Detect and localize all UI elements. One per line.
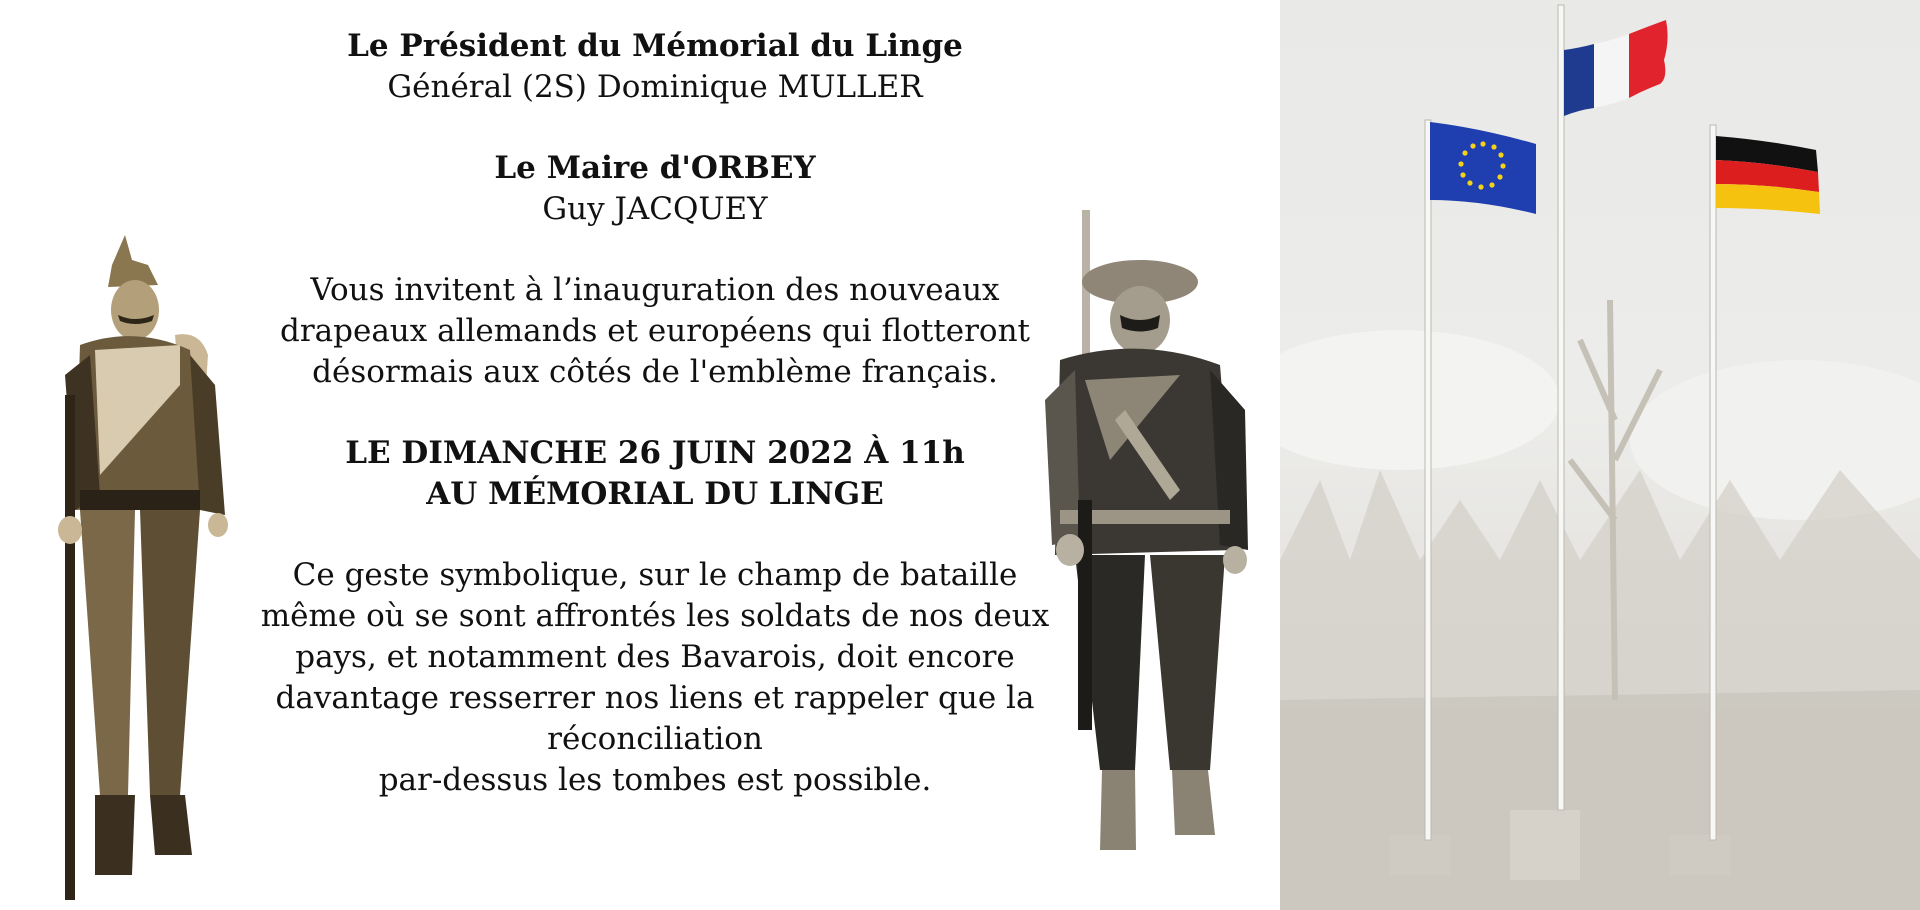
mayor-name: Guy JACQUEY — [542, 191, 768, 227]
closing-line: pays, et notamment des Bavarois, doit encore — [295, 639, 1015, 675]
event-date: LE DIMANCHE 26 JUIN 2022 À 11h — [345, 435, 965, 471]
president-title: Le Président du Mémorial du Linge — [347, 28, 963, 64]
invite-line: désormais aux côtés de l'emblème français. — [312, 354, 998, 390]
french-flag — [1564, 20, 1670, 118]
president-name: Général (2S) Dominique MULLER — [387, 69, 923, 105]
mayor-title: Le Maire d'ORBEY — [494, 150, 816, 186]
german-flag — [1716, 136, 1820, 216]
event-place: AU MÉMORIAL DU LINGE — [426, 476, 884, 512]
closing-line: Ce geste symbolique, sur le champ de bataille — [292, 557, 1018, 593]
closing-line: réconciliation — [547, 721, 763, 757]
invite-line: Vous invitent à l’inauguration des nouveaux — [310, 272, 1000, 308]
european-flag — [1430, 122, 1536, 214]
closing-line: davantage resserrer nos liens et rappeler que la — [275, 680, 1035, 716]
german-soldier-illustration — [40, 235, 250, 905]
closing-line: même où se sont affrontés les soldats de nos deux — [260, 598, 1050, 634]
closing-line: par-dessus les tombes est possible. — [378, 762, 932, 798]
invitation-text — [225, 26, 1085, 801]
flagpoles-photo — [1280, 0, 1920, 910]
invite-line: drapeaux allemands et européens qui flotteront — [279, 313, 1031, 349]
